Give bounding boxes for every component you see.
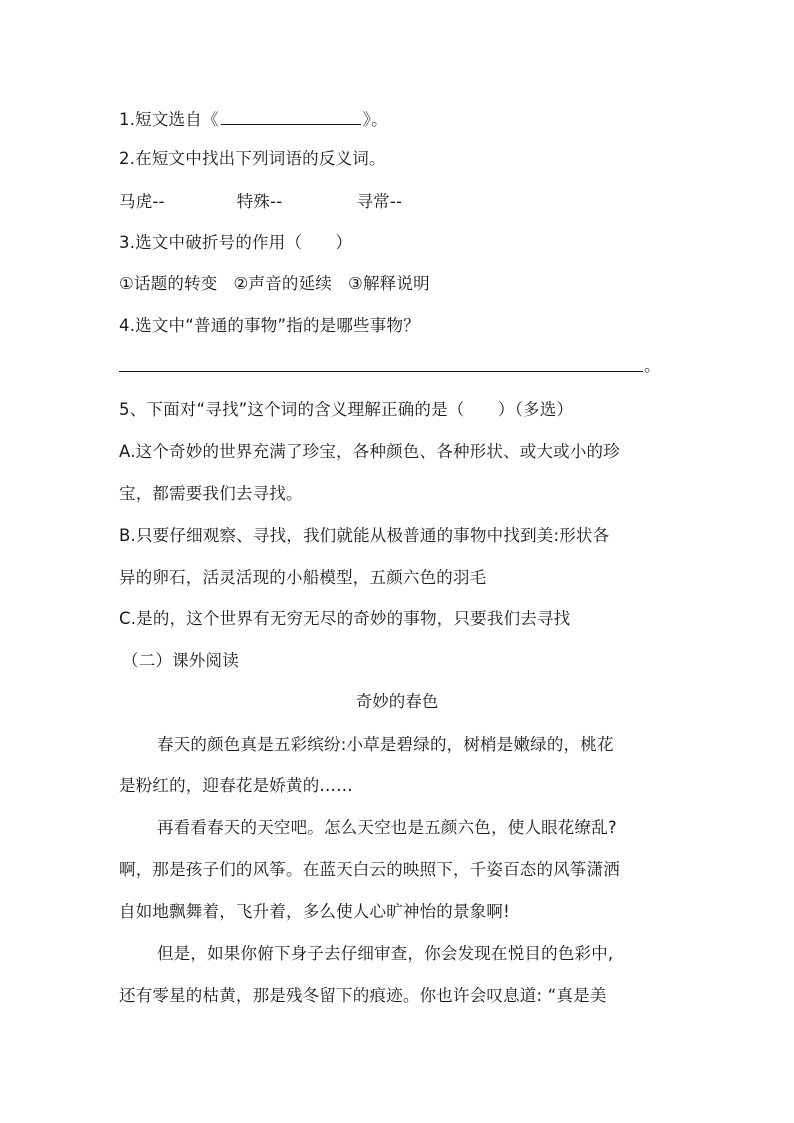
question-1 — [119, 108, 388, 130]
question-4-text: 4.选文中“普通的事物”指的是哪些事物？ — [119, 316, 420, 335]
question-1-answer-blank[interactable] — [221, 108, 361, 125]
option-a-line-2: 宝，都需要我们去寻找。 — [119, 484, 303, 503]
question-2-items — [119, 192, 402, 212]
question-1-prefix: 1.短文选自《 — [119, 110, 219, 129]
paragraph-2-line-1: 再看看春天的天空吧。怎么天空也是五颜六色，使人眼花缭乱? — [157, 818, 617, 837]
question-1-suffix: 》。 — [362, 110, 388, 129]
paragraph-1-line-2: 是粉红的，迎春花是娇黄的…… — [119, 776, 353, 795]
option-c-line-1: C.是的，这个世界有无穷无尽的奇妙的事物，只要我们去寻找 — [119, 609, 571, 628]
antonym-item-1: 马虎-- — [119, 192, 165, 211]
paragraph-2-line-3: 自如地飘舞着，飞升着，多么使人心旷神怡的景象啊! — [119, 902, 510, 921]
option-b-line-2: 异的卵石，活灵活现的小船模型，五颜六色的羽毛 — [119, 568, 487, 587]
article-title: 奇妙的春色 — [355, 692, 439, 711]
paragraph-1-line-1: 春天的颜色真是五彩缤纷:小草是碧绿的，树梢是嫩绿的，桃花 — [157, 735, 614, 754]
option-1: ①话题的转变 — [119, 274, 218, 293]
antonym-item-3: 寻常-- — [356, 192, 403, 211]
option-2: ②声音的延续 — [233, 274, 332, 293]
antonym-item-2: 特殊-- — [236, 192, 283, 211]
paragraph-3-line-1: 但是，如果你俯下身子去仔细审查，你会发现在悦目的色彩中, — [157, 944, 614, 963]
option-3: ③解释说明 — [348, 274, 430, 293]
question-5-text: 5、下面对“寻找”这个词的含义理解正确的是（ ）（多选） — [119, 400, 574, 419]
option-b-line-1: B.只要仔细观察、寻找，我们就能从极普通的事物中找到美:形状各 — [119, 526, 610, 545]
question-2-text: 2.在短文中找出下列词语的反义词。 — [119, 149, 386, 168]
question-3-text: 3.选文中破折号的作用（ ） — [119, 233, 353, 252]
question-3-options — [119, 274, 430, 294]
section-heading: （二）课外阅读 — [122, 651, 239, 670]
question-4-period: 。 — [644, 356, 661, 375]
question-4-answer-blank[interactable] — [119, 371, 643, 372]
paragraph-2-line-2: 啊，那是孩子们的风筝。在蓝天白云的映照下，千姿百态的风筝潇洒 — [119, 860, 620, 879]
paragraph-3-line-2: 还有零星的枯黄，那是残冬留下的痕迹。你也许会叹息道: “真是美 — [119, 986, 607, 1005]
option-a-line-1: A.这个奇妙的世界充满了珍宝，各种颜色、各种形状、或大或小的珍 — [119, 442, 620, 461]
